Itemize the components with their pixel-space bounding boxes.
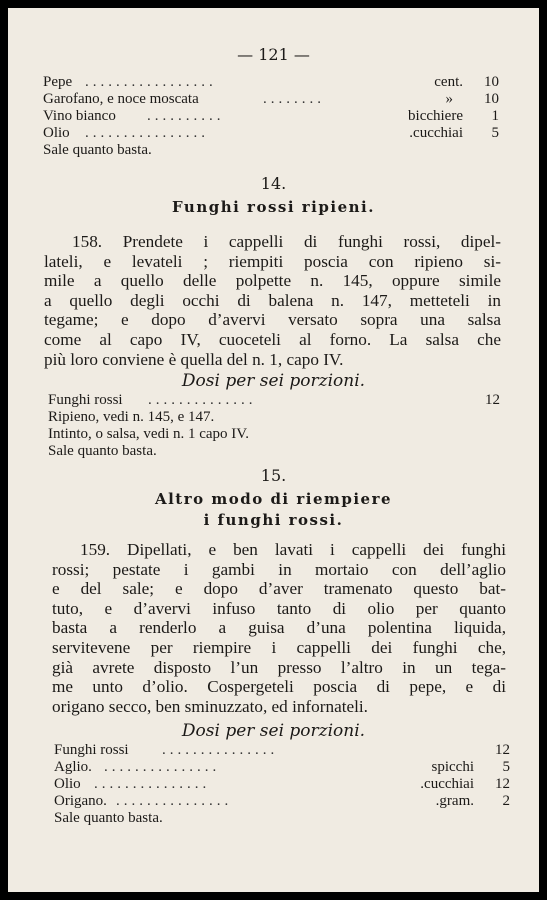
paragraph-line: tuto, e d’avervi infuso tanto di olio per quanto [52,598,506,618]
leader-dots: ............... [162,742,279,758]
paragraph-line: già avrete disposto l’un presso l’altro in un tega- [52,657,506,677]
ingredient-qty: 12 [485,392,500,408]
leader-dots: .......... [147,108,225,124]
ingredient-name: Vino bianco [43,108,116,124]
ingredient-qty: 5 [502,759,510,775]
list-item [54,776,510,793]
ingredient-name: Sale quanto basta. [48,443,157,459]
list-item [48,392,500,409]
ingredient-qty: 2 [502,793,510,809]
paragraph-line: origano secco, ben sminuzzato, ed infornateli. [52,696,368,716]
ingredient-unit: spicchi [431,759,474,775]
list-item [43,91,499,108]
list-item [43,125,499,142]
paragraph-line: mile a quello delle polpette n. 145, oppure simile [44,271,501,291]
leader-dots: ........ [263,91,325,107]
ingredient-name: Ripieno, vedi n. 145, e 147. [48,409,215,425]
list-item [54,759,510,776]
list-item [54,810,510,827]
ingredient-unit: cent. [434,74,463,90]
list-item [48,443,500,460]
ingredient-name: Funghi rossi [48,392,123,408]
leader-dots: .............. [148,392,257,408]
dosi-heading: Dosi per sei porzioni. [181,371,366,391]
leader-dots: ................. [85,74,217,90]
ingredient-unit: bicchiere [408,108,463,124]
recipe-paragraph [52,540,506,716]
paragraph-line: a quello degli occhi di balena n. 147, metteteli in [44,290,501,310]
ingredient-name: Intinto, o salsa, vedi n. 1 capo IV. [48,426,249,442]
recipe-title-line1: Altro modo di riempiere [154,490,393,508]
page-number: — 121 — [237,45,310,64]
recipe-number: 15. [260,466,287,485]
book-page [8,8,539,892]
ingredient-qty: 12 [495,776,510,792]
list-item [43,74,499,91]
leader-dots: ............... [116,793,233,809]
ingredient-name: Origano. [54,793,107,809]
paragraph-line: rossi; pestate i gambi in mortaio con dell’aglio [52,559,506,579]
paragraph-line: me unto d’olio. Cospergeteli poscia di pepe, e di [52,677,506,697]
list-item [43,108,499,125]
paragraph-line: 159. Dipellati, e ben lavati i cappelli dei funghi [80,540,506,559]
list-item [43,142,499,159]
list-item [48,409,500,426]
leader-dots: ............... [94,776,211,792]
ingredient-name: Aglio. [54,759,92,775]
ingredient-name: Olio [54,776,81,792]
ingredient-unit: .cucchiai [409,125,463,141]
paragraph-line: come al capo IV, cuoceteli al forno. La salsa che [44,329,501,349]
ingredient-name: Sale quanto basta. [43,142,152,158]
recipe-title-line2: i funghi rossi. [203,511,344,529]
leader-dots: ............... [104,759,221,775]
paragraph-line: 158. Prendete i cappelli di funghi rossi, dipel- [72,232,501,251]
paragraph-line: lateli, e levateli ; riempiti poscia con ripieno si- [44,251,501,271]
ingredient-name: Pepe [43,74,73,90]
ingredient-qty: 1 [491,108,499,124]
paragraph-line: più loro conviene è quella del n. 1, capo IV. [44,349,344,369]
ingredient-unit: .gram. [435,793,474,809]
recipe-number: 14. [260,174,287,193]
list-item [54,793,510,810]
list-item [54,742,510,759]
paragraph-line: e del sale; e dopo d’aver tramenato questo bat- [52,579,506,599]
leader-dots: ................ [85,125,209,141]
dosi-heading: Dosi per sei porzioni. [181,721,366,741]
ingredient-unit: » [445,91,453,107]
recipe-title: Funghi rossi ripieni. [172,198,375,216]
list-item [48,426,500,443]
ingredient-list [48,392,500,460]
paragraph-line: basta a renderlo a guisa d’una polentina liquida, [52,618,506,638]
ingredient-qty: 10 [484,74,499,90]
ingredient-qty: 12 [495,742,510,758]
ingredient-name: Funghi rossi [54,742,129,758]
top-ingredient-list [43,74,499,159]
ingredient-qty: 5 [491,125,499,141]
ingredient-name: Garofano, e noce moscata [43,91,199,107]
recipe-paragraph [44,232,501,369]
ingredient-name: Olio [43,125,70,141]
paragraph-line: servitevene per riempire i cappelli dei funghi che, [52,637,506,657]
paragraph-line: tegame; e dopo d’avervi versato sopra una salsa [44,310,501,330]
ingredient-name: Sale quanto basta. [54,810,163,826]
ingredient-list [54,742,510,827]
ingredient-qty: 10 [484,91,499,107]
ingredient-unit: .cucchiai [420,776,474,792]
